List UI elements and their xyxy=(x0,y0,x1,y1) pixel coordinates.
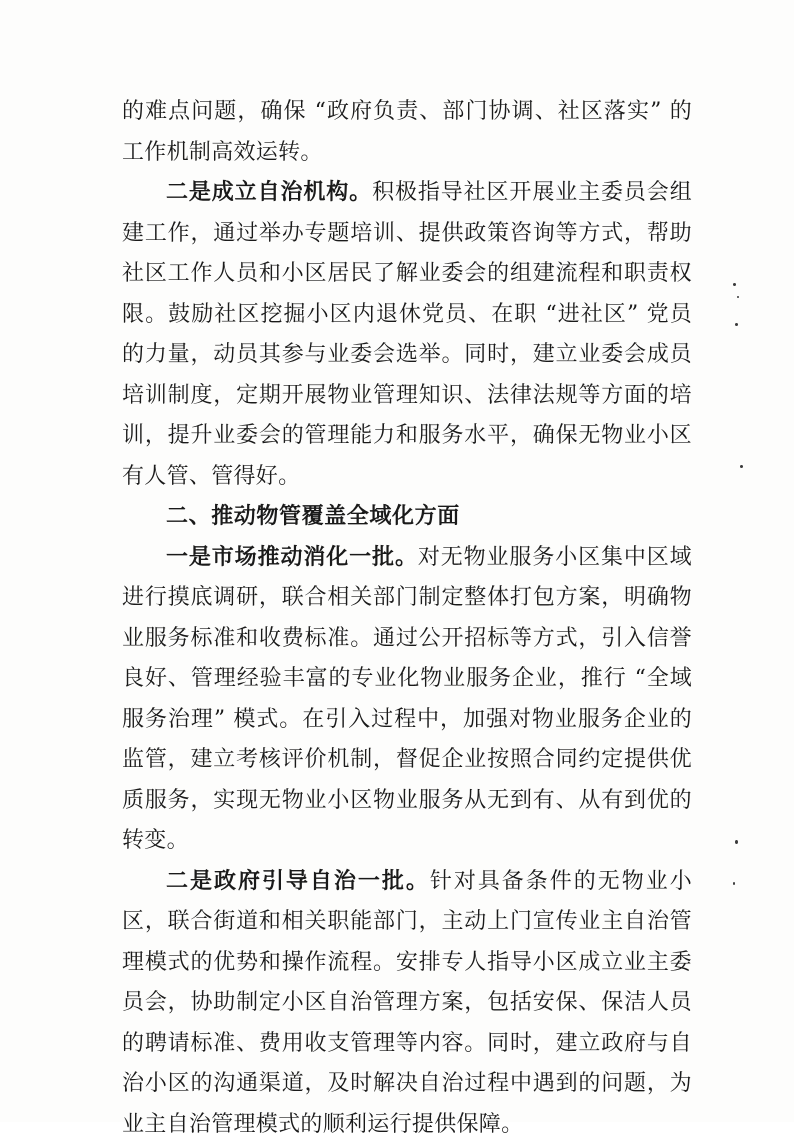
section-heading: 二、推动物管覆盖全域化方面 xyxy=(122,497,692,538)
paragraph-establish-autonomy-lead: 二是成立自治机构。 xyxy=(166,180,372,205)
paragraph-establish-autonomy xyxy=(122,173,692,497)
scan-speck xyxy=(735,323,738,326)
paragraph-establish-autonomy-text: 积极指导社区开展业主委员会组建工作，通过举办专题培训、提供政策咨询等方式，帮助社区工作人员和小区居民了解业委会的组建流程和职责权限。鼓励社区挖掘小区内退休党员、在职 “进社区” 党员的力量，动员其参与业委会选举。同时，建立业委会成员培训制度，定期开展物业管理知识、法律法规等方面的培训，提升业委会的管理能力和服务水平，确保无物业小区有人管、管得好。 xyxy=(122,180,692,489)
scan-speck xyxy=(733,882,735,885)
paragraph-government-guided xyxy=(122,862,692,1145)
paragraph-continuation-text: 的难点问题，确保 “政府负责、部门协调、社区落实” 的工作机制高效运转。 xyxy=(122,99,692,165)
scan-speck xyxy=(740,465,743,468)
paragraph-market-driven-text: 对无物业服务小区集中区域进行摸底调研，联合相关部门制定整体打包方案，明确物业服务标准和收费标准。通过公开招标等方式，引入信誉良好、管理经验丰富的专业化物业服务企业，推行 “全域服务治理” 模式。在引入过程中，加强对物业服务企业的监管，建立考核评价机制，督促企业按照合同约定提供优质服务，实现无物业小区物业服务从无到有、从有到优的转变。 xyxy=(122,545,692,854)
paragraph-government-guided-lead: 二是政府引导自治一批。 xyxy=(166,869,430,894)
paragraph-market-driven-lead: 一是市场推动消化一批。 xyxy=(166,545,418,570)
scan-speck xyxy=(735,840,738,844)
document-body xyxy=(122,92,692,1145)
scan-speck xyxy=(737,296,739,298)
paragraph-continuation xyxy=(122,92,692,173)
paragraph-market-driven xyxy=(122,538,692,862)
scan-speck xyxy=(733,283,736,286)
paragraph-government-guided-text: 针对具备条件的无物业小区，联合街道和相关职能部门，主动上门宣传业主自治管理模式的优势和操作流程。安排专人指导小区成立业主委员会，协助制定小区自治管理方案，包括安保、保洁人员的聘请标准、费用收支管理等内容。同时，建立政府与自治小区的沟通渠道，及时解决自治过程中遇到的问题，为业主自治管理模式的顺利运行提供保障。 xyxy=(122,869,692,1137)
